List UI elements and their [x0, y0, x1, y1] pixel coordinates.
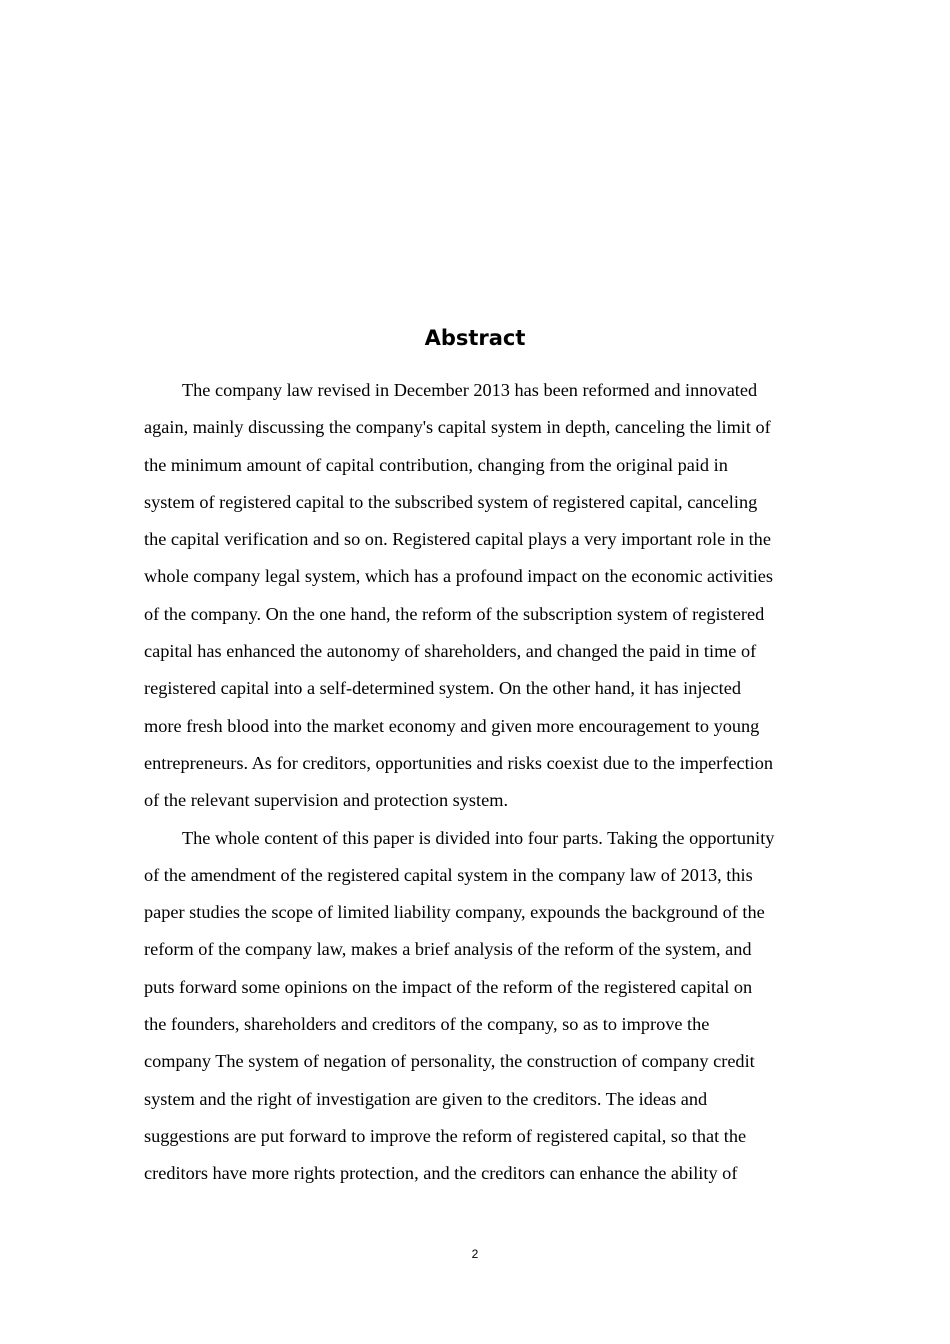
text-line: creditors have more rights protection, and the creditors can enhance the ability of	[144, 1163, 738, 1184]
text-line: the minimum amount of capital contribution, changing from the original paid in	[144, 454, 728, 475]
text-line: reform of the company law, makes a brief analysis of the reform of the system, and	[144, 939, 752, 960]
text-line: puts forward some opinions on the impact of the reform of the registered capital on	[144, 976, 753, 997]
text-line: entrepreneurs. As for creditors, opportunities and risks coexist due to the imperfection	[144, 752, 774, 773]
page-number: 2	[471, 1247, 479, 1261]
paragraph-2	[144, 820, 806, 1193]
text-line: the capital verification and so on. Registered capital plays a very important role in the	[144, 529, 771, 550]
text-line: suggestions are put forward to improve the reform of registered capital, so that the	[144, 1125, 747, 1146]
text-line: more fresh blood into the market economy and given more encouragement to young	[144, 715, 760, 736]
text-line: company The system of negation of personality, the construction of company credit	[144, 1051, 755, 1072]
text-line: whole company legal system, which has a profound impact on the economic activities	[144, 566, 774, 587]
abstract-title: Abstract	[424, 326, 526, 350]
text-line: The company law revised in December 2013 has been reformed and innovated	[182, 380, 758, 400]
text-line: system of registered capital to the subscribed system of registered capital, canceling	[144, 491, 758, 512]
paragraph-1	[144, 372, 806, 820]
text-line: of the amendment of the registered capital system in the company law of 2013, this	[144, 864, 753, 885]
text-line: registered capital into a self-determined system. On the other hand, it has injected	[144, 678, 741, 699]
text-line: of the company. On the one hand, the reform of the subscription system of registered	[144, 603, 765, 624]
abstract-body	[144, 372, 806, 1193]
text-line: paper studies the scope of limited liability company, expounds the background of the	[144, 902, 765, 923]
text-line: of the relevant supervision and protection system.	[144, 790, 509, 811]
text-line: The whole content of this paper is divided into four parts. Taking the opportunity	[182, 827, 775, 848]
text-line: the founders, shareholders and creditors of the company, so as to improve the	[144, 1014, 710, 1035]
text-line: again, mainly discussing the company's capital system in depth, canceling the limit of	[144, 417, 771, 438]
text-line: system and the right of investigation are given to the creditors. The ideas and	[144, 1088, 708, 1109]
text-line: capital has enhanced the autonomy of shareholders, and changed the paid in time of	[144, 641, 757, 662]
